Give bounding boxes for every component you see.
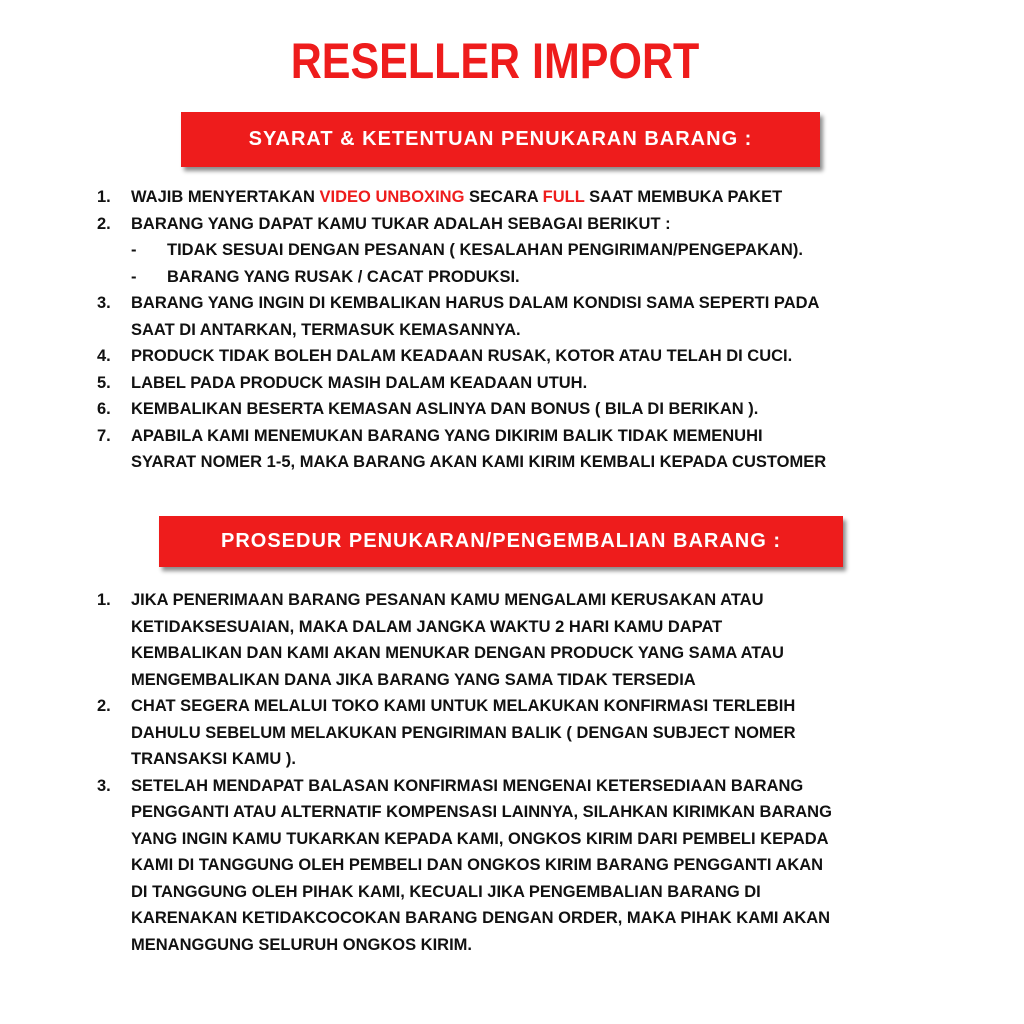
item-text: PENGGANTI ATAU ALTERNATIF KOMPENSASI LAINNYA, SILAHKAN KIRIMKAN BARANG	[131, 803, 832, 821]
item-text: SETELAH MENDAPAT BALASAN KONFIRMASI MENGENAI KETERSEDIAAN BARANG	[131, 776, 804, 795]
item-number: 7.	[97, 426, 111, 445]
item-number: 1.	[97, 188, 111, 206]
item-text: CHAT SEGERA MELALUI TOKO KAMI UNTUK MELAKUKAN KONFIRMASI TERLEBIH	[131, 697, 796, 715]
list-item	[97, 343, 826, 370]
item-text: YANG INGIN KAMU TUKARKAN KEPADA KAMI, ONGKOS KIRIM DARI PEMBELI KEPADA	[131, 829, 829, 848]
highlight-video-unboxing: VIDEO UNBOXING	[319, 188, 465, 206]
item-text: MENGEMBALIKAN DANA JIKA BARANG YANG SAMA TIDAK TERSEDIA	[131, 670, 696, 689]
item-text: KARENAKAN KETIDAKCOCOKAN BARANG DENGAN ORDER, MAKA PIHAK KAMI AKAN	[131, 909, 831, 927]
list-item	[97, 423, 826, 476]
item-number: 1.	[97, 591, 111, 609]
item-text: KEMBALIKAN BESERTA KEMASAN ASLINYA DAN BONUS ( BILA DI BERIKAN ).	[131, 400, 759, 418]
item-text: WAJIB MENYERTAKAN VIDEO UNBOXING SECARA FULL SAAT MEMBUKA PAKET	[131, 188, 783, 206]
list-item	[97, 693, 832, 773]
item-text: SYARAT NOMER 1-5, MAKA BARANG AKAN KAMI KIRIM KEMBALI KEPADA CUSTOMER	[131, 453, 827, 471]
procedure-list	[97, 587, 832, 958]
item-number: 3.	[97, 776, 111, 795]
item-text: DI TANGGUNG OLEH PIHAK KAMI, KECUALI JIKA PENGEMBALIAN BARANG DI	[131, 882, 761, 901]
item-number: 5.	[97, 373, 111, 392]
item-number: 2.	[97, 697, 111, 715]
item-text: KETIDAKSESUAIAN, MAKA DALAM JANGKA WAKTU 2 HARI KAMU DAPAT	[131, 617, 723, 636]
item-number: 2.	[97, 214, 111, 233]
terms-list	[97, 184, 826, 476]
highlight-full: FULL	[542, 188, 585, 206]
list-item	[97, 184, 826, 211]
item-text: SAAT DI ANTARKAN, TERMASUK KEMASANNYA.	[131, 320, 521, 339]
item-text: LABEL PADA PRODUCK MASIH DALAM KEADAAN UTUH.	[131, 373, 588, 392]
list-item	[97, 773, 832, 959]
item-text: KAMI DI TANGGUNG OLEH PEMBELI DAN ONGKOS KIRIM BARANG PENGGANTI AKAN	[131, 856, 824, 874]
item-text: JIKA PENERIMAAN BARANG PESANAN KAMU MENGALAMI KERUSAKAN ATAU	[131, 591, 764, 609]
item-text: DAHULU SEBELUM MELAKUKAN PENGIRIMAN BALIK ( DENGAN SUBJECT NOMER	[131, 723, 796, 742]
list-item	[97, 396, 826, 423]
section-heading-procedure: PROSEDUR PENUKARAN/PENGEMBALIAN BARANG :	[159, 516, 843, 567]
item-number: 6.	[97, 400, 111, 418]
list-item	[97, 211, 826, 291]
item-text: TRANSAKSI KAMU ).	[131, 750, 296, 768]
item-text: APABILA KAMI MENEMUKAN BARANG YANG DIKIRIM BALIK TIDAK MEMENUHI	[131, 426, 763, 445]
list-item	[97, 587, 832, 693]
page-title: RESELLER IMPORT	[290, 33, 700, 89]
item-text: BARANG YANG DAPAT KAMU TUKAR ADALAH SEBAGAI BERIKUT :	[131, 214, 671, 233]
item-text: BARANG YANG INGIN DI KEMBALIKAN HARUS DALAM KONDISI SAMA SEPERTI PADA	[131, 294, 820, 312]
section-heading-terms: SYARAT & KETENTUAN PENUKARAN BARANG :	[181, 112, 820, 167]
item-number: 4.	[97, 347, 111, 365]
sub-item: - BARANG YANG RUSAK / CACAT PRODUKSI.	[131, 267, 520, 286]
item-text: PRODUCK TIDAK BOLEH DALAM KEADAAN RUSAK, KOTOR ATAU TELAH DI CUCI.	[131, 347, 793, 365]
item-text: KEMBALIKAN DAN KAMI AKAN MENUKAR DENGAN PRODUCK YANG SAMA ATAU	[131, 644, 784, 662]
item-text: MENANGGUNG SELURUH ONGKOS KIRIM.	[131, 935, 473, 954]
sub-item: - TIDAK SESUAI DENGAN PESANAN ( KESALAHAN PENGIRIMAN/PENGEPAKAN).	[131, 241, 803, 259]
list-item	[97, 290, 826, 343]
item-number: 3.	[97, 294, 111, 312]
list-item	[97, 370, 826, 397]
